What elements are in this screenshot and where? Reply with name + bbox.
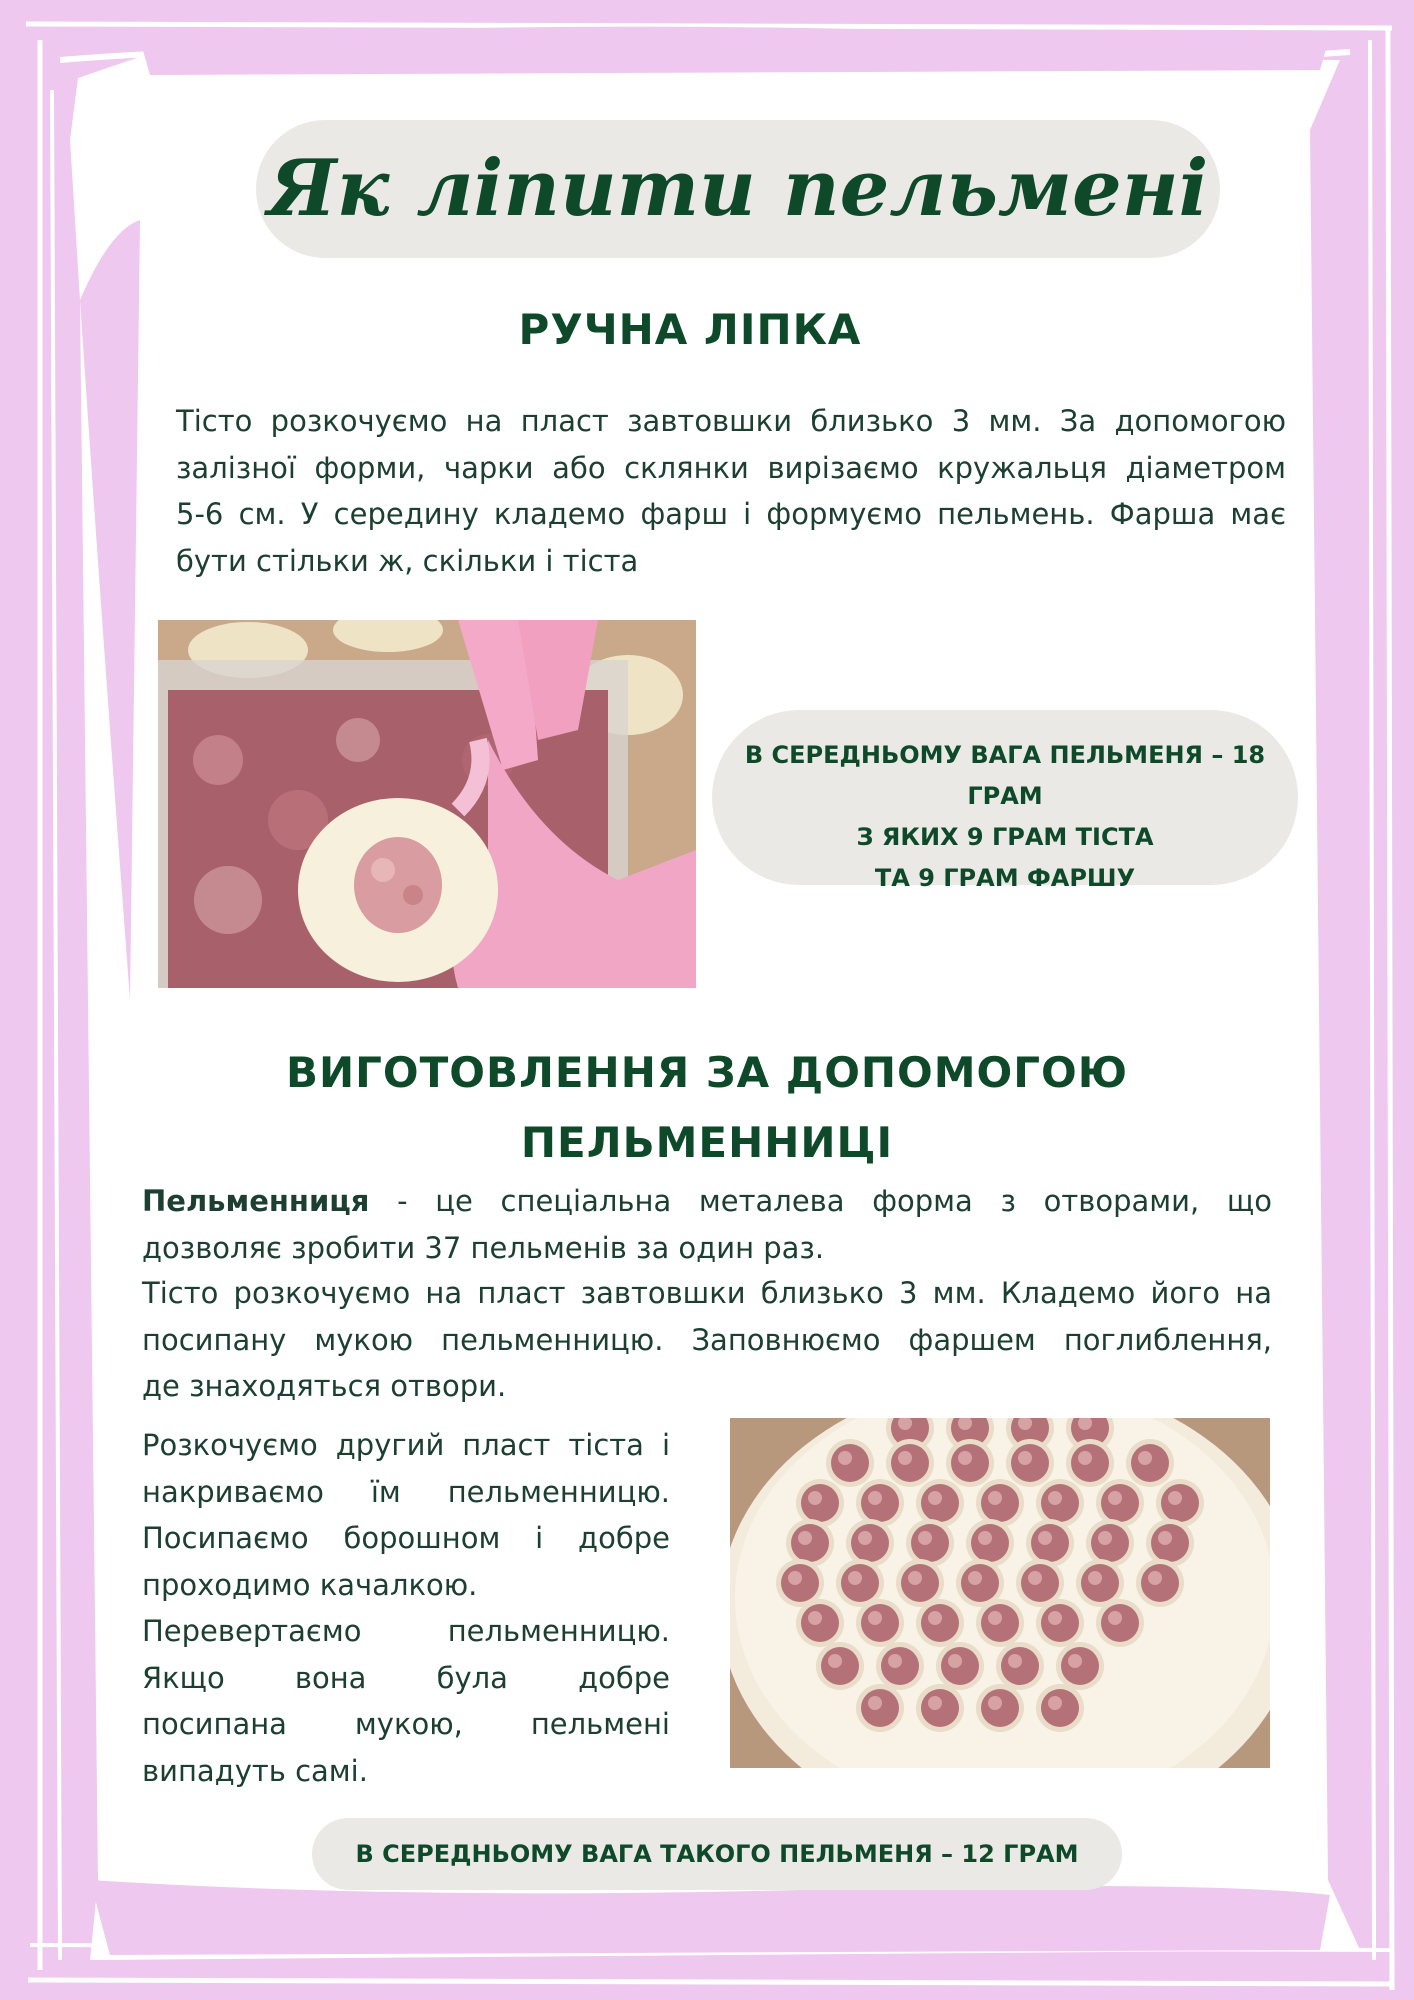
paragraph-line: залізної форми, чарки або склянки вирізаємо кружальця діаметром [176, 450, 1286, 485]
definition-paragraph [142, 1178, 1272, 1271]
weight-info-text [712, 735, 1298, 899]
paragraph-line: Перевертаємо пельменницю. [142, 1614, 670, 1648]
paragraph-line: проходимо качалкою. [142, 1567, 478, 1602]
bottom-weight-note: В СЕРЕДНЬОМУ ВАГА ТАКОГО ПЕЛЬМЕНЯ – 12 ГРАМ [355, 1840, 1079, 1868]
flip-paragraph [142, 1608, 670, 1794]
page-title: Як ліпити пельмені [267, 143, 1209, 234]
section2-heading-line1: ВИГОТОВЛЕННЯ ЗА ДОПОМОГОЮ [285, 1048, 1129, 1097]
paragraph-line: Тісто розкочуємо на пласт завтовшки близько 3 мм. За допомогою [176, 404, 1286, 438]
definition-term: Пельменниця [142, 1184, 370, 1218]
definition-line2: дозволяє зробити 37 пельменів за один раз. [142, 1230, 825, 1265]
section2-heading-line2: ПЕЛЬМЕННИЦІ [520, 1118, 894, 1167]
section1-heading: РУЧНА ЛІПКА [518, 305, 862, 354]
paragraph-line: бути стільки ж, скільки і тіста [176, 543, 639, 578]
paragraph-line: Посипаємо борошном і добре [142, 1521, 670, 1555]
paragraph-line: накриваємо їм пельменницю. [142, 1474, 670, 1509]
info-line: З ЯКИХ 9 ГРАМ ТІСТА [856, 823, 1154, 851]
paragraph-line: Тісто розкочуємо на пласт завтовшки близько 3 мм. Кладемо його на [142, 1276, 1272, 1310]
dumpling-maker-photo [730, 1418, 1270, 1768]
paragraph-line: Якщо вона була добре [142, 1660, 670, 1695]
paragraph-line: де знаходяться отвори. [142, 1369, 507, 1403]
definition-rest: - це спеціальна металева форма з отворами, що [369, 1184, 1272, 1218]
paragraph-line: посипану мукою пельменницю. Заповнюємо фаршем поглиблення, [142, 1322, 1272, 1357]
paragraph-line: Розкочуємо другий пласт тіста і [142, 1428, 670, 1462]
section2-paragraph [142, 1270, 1272, 1410]
section1-paragraph [176, 398, 1286, 584]
definition-line1 [142, 1178, 1272, 1225]
info-line: В СЕРЕДНЬОМУ ВАГА ПЕЛЬМЕНЯ – 18 ГРАМ [744, 741, 1266, 810]
hand-forming-dumpling-photo [158, 620, 696, 988]
paragraph-line: посипана мукою, пельмені [142, 1707, 670, 1741]
paragraph-line: випадуть самі. [142, 1753, 368, 1788]
rolling-paragraph [142, 1422, 670, 1608]
info-line: ТА 9 ГРАМ ФАРШУ [874, 864, 1136, 892]
paragraph-line: 5-6 см. У середину кладемо фарш і формуємо пельмень. Фарша має [176, 497, 1286, 531]
